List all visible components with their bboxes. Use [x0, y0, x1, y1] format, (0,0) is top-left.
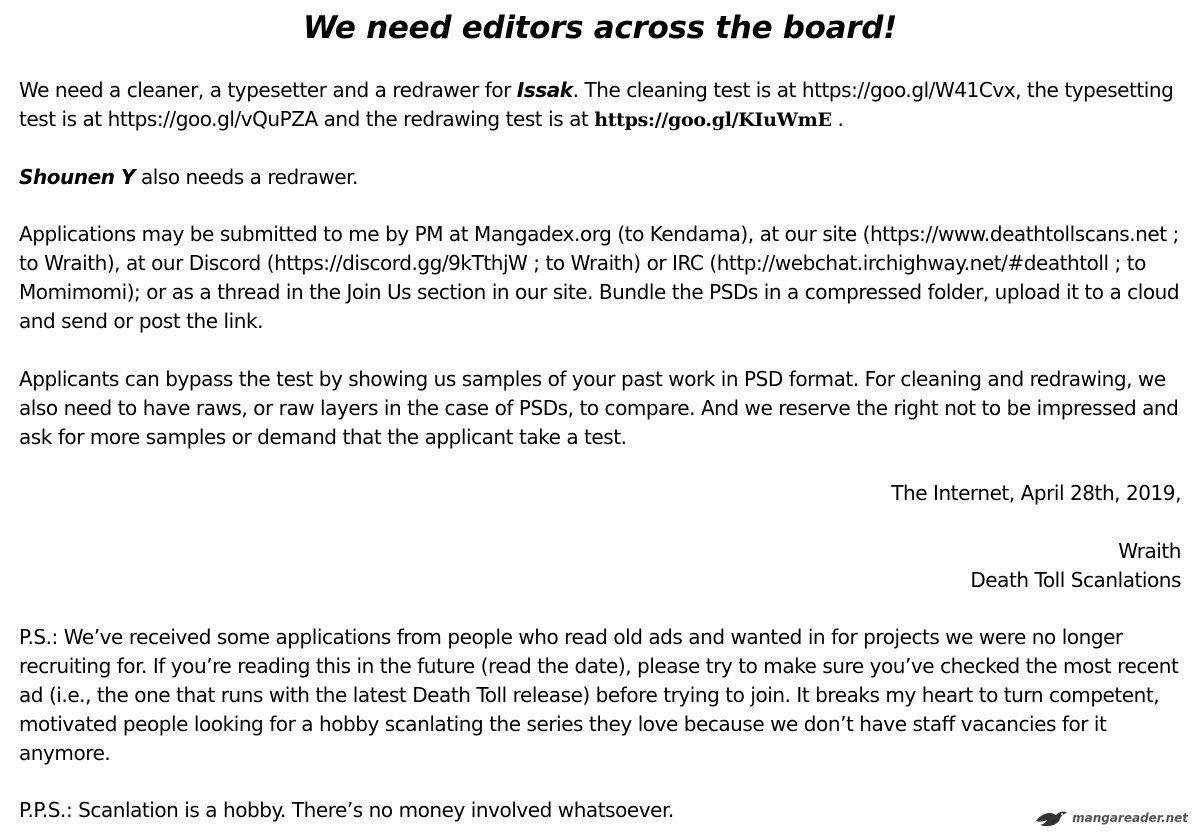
page-title: We need editors across the board!	[302, 10, 898, 46]
project-name-shounen-y: Shounen Y	[19, 165, 136, 189]
paragraph-needed-roles	[19, 76, 1184, 135]
watermark-text: mangareader.net	[1072, 811, 1188, 825]
paragraph-shounen-y	[19, 163, 1184, 192]
p1-text-end: .	[831, 107, 844, 131]
post-postscript: P.P.S.: Scanlation is a hobby. There’s no money involved whatsoever.	[19, 798, 674, 822]
paragraph-applications: Applications may be submitted to me by PM at Mangadex.org (to Kendama), at our site (https://www.deathtollscans.net ; to Wraith), at our Discord (https://discord.gg/9kTthjW ; to Wraith) or IRC (http://webchat.irchighway.net/#deathtoll ; to Momimomi); or as a thread in the Join Us section in our site. Bundle the PSDs in a compressed folder, upload it to a cloud and send or post the link.	[19, 222, 1180, 333]
dateline: The Internet, April 28th, 2019,	[891, 481, 1181, 505]
site-watermark	[1034, 807, 1188, 829]
signature-name: Wraith	[1118, 539, 1181, 563]
paragraph-bypass-test: Applicants can bypass the test by showing us samples of your past work in PSD format. For cleaning and redrawing, we also need to have raws, or raw layers in the case of PSDs, to compare. And we reserve the right not to be impressed and ask for more samples or demand that the applicant take a test.	[19, 367, 1179, 449]
project-name-issak: Issak	[516, 78, 573, 102]
p2-text: also needs a redrawer.	[135, 165, 358, 189]
redraw-test-link[interactable]: https://goo.gl/KIuWmE	[594, 109, 832, 131]
bird-logo-icon	[1034, 807, 1068, 829]
p1-text-start: We need a cleaner, a typesetter and a redrawer for	[19, 78, 517, 102]
signature-group: Death Toll Scanlations	[970, 568, 1181, 592]
p1-text-middle: . The cleaning test is at https://goo.gl/W41Cvx, the typesetting test is at https://goo.gl/vQuPZA and the redrawing test is at	[19, 78, 1174, 131]
signature-block	[19, 537, 1181, 595]
postscript: P.S.: We’ve received some applications from people who read old ads and wanted in for projects we were no longer recruiting for. If you’re reading this in the future (read the date), please try to make sure you’ve checked the most recent ad (i.e., the one that runs with the latest Death Toll release) before trying to join. It breaks my heart to turn competent, motivated people looking for a hobby scanlating the series they love because we don’t have staff vacancies for it anymore.	[19, 625, 1179, 765]
